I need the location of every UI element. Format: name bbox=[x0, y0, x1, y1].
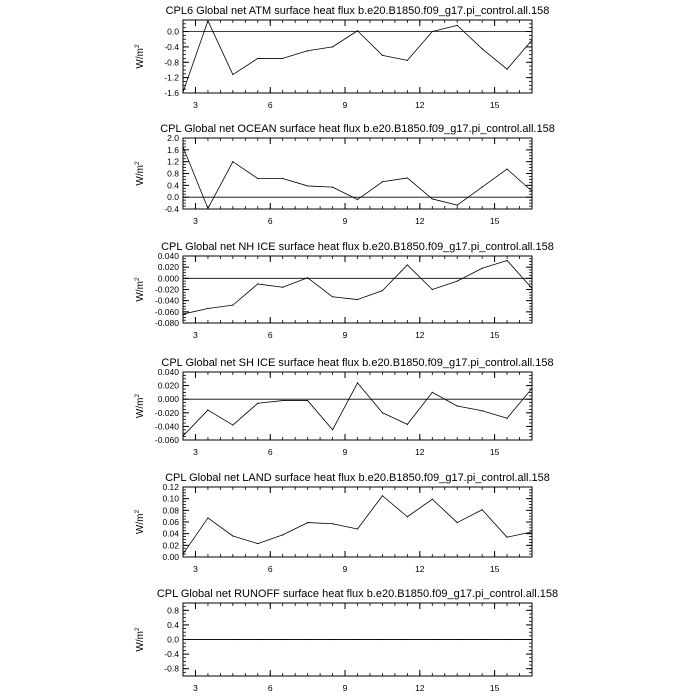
data-point bbox=[457, 205, 458, 206]
data-point bbox=[307, 50, 308, 51]
y-tick-label: 0.04 bbox=[162, 528, 179, 539]
chart-panel bbox=[134, 241, 554, 340]
data-point bbox=[232, 639, 233, 640]
data-point bbox=[282, 534, 283, 535]
data-point bbox=[232, 305, 233, 306]
y-tick-label: -0.4 bbox=[164, 649, 179, 660]
y-axis-label-unit: W/m bbox=[135, 631, 146, 652]
data-point bbox=[357, 199, 358, 200]
data-point bbox=[357, 528, 358, 529]
data-point bbox=[332, 187, 333, 188]
data-point bbox=[407, 424, 408, 425]
data-point bbox=[482, 187, 483, 188]
data-point bbox=[432, 639, 433, 640]
data-point bbox=[282, 400, 283, 401]
plot-frame bbox=[183, 138, 532, 209]
data-point bbox=[382, 495, 383, 496]
data-point bbox=[531, 388, 532, 389]
chart-title: CPL Global net LAND surface heat flux b.e20.B1850.f09_g17.pi_control.all.158 bbox=[165, 472, 550, 484]
x-tick-label: 3 bbox=[193, 100, 198, 110]
data-point bbox=[357, 30, 358, 31]
y-tick-label: -0.8 bbox=[164, 57, 179, 68]
series-line bbox=[183, 496, 532, 554]
data-point bbox=[357, 639, 358, 640]
x-tick-label: 6 bbox=[267, 683, 273, 693]
x-tick-label: 3 bbox=[193, 216, 198, 226]
x-tick-label: 12 bbox=[415, 330, 425, 340]
data-point bbox=[207, 20, 208, 21]
plot-frame bbox=[183, 372, 532, 440]
x-tick-label: 15 bbox=[489, 564, 500, 574]
x-tick-label: 6 bbox=[267, 100, 273, 110]
x-tick-label: 12 bbox=[415, 216, 425, 226]
data-point bbox=[307, 277, 308, 278]
y-tick-label: 0.4 bbox=[167, 619, 179, 630]
chart-title: CPL Global net RUNOFF surface heat flux b.e20.B1850.f09_g17.pi_control.all.158 bbox=[156, 588, 559, 600]
data-point bbox=[357, 382, 358, 383]
series-line bbox=[183, 383, 532, 436]
data-point bbox=[432, 198, 433, 199]
y-tick-label: -0.020 bbox=[154, 407, 179, 418]
data-point bbox=[182, 435, 183, 436]
y-axis-label-unit: W/m bbox=[135, 165, 146, 186]
data-point bbox=[332, 523, 333, 524]
data-point bbox=[407, 264, 408, 265]
x-tick-label: 6 bbox=[267, 564, 273, 574]
x-tick-label: 9 bbox=[342, 100, 348, 110]
y-tick-label: -0.040 bbox=[154, 295, 179, 306]
x-tick-label: 12 bbox=[415, 564, 425, 574]
y-axis-label-unit: W/m bbox=[135, 513, 146, 535]
data-point bbox=[531, 639, 532, 640]
x-tick-label: 12 bbox=[415, 100, 425, 110]
data-point bbox=[506, 69, 507, 70]
data-point bbox=[232, 74, 233, 75]
chart-title: CPL Global net OCEAN surface heat flux b.e20.B1850.f09_g17.pi_control.all.158 bbox=[160, 123, 555, 135]
data-point bbox=[432, 31, 433, 32]
y-tick-label: -0.060 bbox=[154, 435, 179, 445]
data-point bbox=[282, 58, 283, 59]
chart-panel bbox=[134, 472, 550, 574]
data-point bbox=[182, 146, 183, 147]
data-point bbox=[182, 553, 183, 554]
data-point bbox=[382, 181, 383, 182]
data-point bbox=[207, 409, 208, 410]
data-point bbox=[482, 410, 483, 411]
data-point bbox=[531, 288, 532, 289]
data-point bbox=[357, 299, 358, 300]
data-point bbox=[332, 46, 333, 47]
data-point bbox=[307, 522, 308, 523]
data-point bbox=[506, 639, 507, 640]
y-tick-label: 0.8 bbox=[167, 605, 179, 616]
data-point bbox=[207, 639, 208, 640]
y-tick-label: 1.6 bbox=[167, 144, 179, 155]
y-axis-label bbox=[134, 277, 146, 302]
y-axis-label-unit: W/m bbox=[135, 397, 146, 419]
data-point bbox=[506, 418, 507, 419]
data-point bbox=[432, 392, 433, 393]
x-tick-label: 9 bbox=[342, 330, 348, 340]
data-point bbox=[232, 535, 233, 536]
y-axis-label bbox=[134, 510, 146, 535]
x-tick-label: 3 bbox=[193, 330, 198, 340]
data-point bbox=[207, 208, 208, 209]
y-axis-label bbox=[134, 161, 146, 186]
data-point bbox=[182, 313, 183, 314]
data-point bbox=[457, 405, 458, 406]
x-tick-label: 6 bbox=[267, 447, 273, 457]
y-tick-label: -0.080 bbox=[154, 318, 179, 328]
y-tick-label: 2.0 bbox=[167, 133, 179, 143]
y-tick-label: 0.02 bbox=[162, 540, 179, 551]
data-point bbox=[257, 178, 258, 179]
data-point bbox=[531, 531, 532, 532]
data-point bbox=[407, 177, 408, 178]
data-point bbox=[382, 639, 383, 640]
data-point bbox=[257, 639, 258, 640]
data-point bbox=[506, 260, 507, 261]
x-tick-label: 15 bbox=[489, 447, 500, 457]
chart-title: CPL Global net SH ICE surface heat flux b.e20.B1850.f09_g17.pi_control.all.158 bbox=[161, 357, 554, 369]
data-point bbox=[307, 400, 308, 401]
data-point bbox=[232, 161, 233, 162]
data-point bbox=[457, 639, 458, 640]
y-tick-label: 0.00 bbox=[162, 552, 179, 562]
y-tick-label: 0.0 bbox=[167, 26, 179, 37]
y-axis-label-unit: W/m bbox=[135, 281, 146, 302]
data-point bbox=[332, 429, 333, 430]
data-point bbox=[382, 290, 383, 291]
x-tick-label: 9 bbox=[342, 564, 348, 574]
x-tick-label: 12 bbox=[415, 683, 425, 693]
y-axis-label-unit: W/m bbox=[135, 48, 146, 69]
data-point bbox=[457, 281, 458, 282]
y-tick-label: 0.4 bbox=[167, 180, 179, 191]
data-point bbox=[257, 283, 258, 284]
y-tick-label: 0.040 bbox=[157, 251, 179, 261]
chart-panel bbox=[134, 357, 554, 457]
data-point bbox=[506, 537, 507, 538]
y-axis-label-exponent: 2 bbox=[134, 44, 141, 49]
y-tick-label: 0.000 bbox=[157, 394, 179, 405]
data-point bbox=[482, 268, 483, 269]
x-tick-label: 3 bbox=[193, 447, 198, 457]
y-tick-label: -0.020 bbox=[154, 284, 179, 295]
data-point bbox=[382, 55, 383, 56]
data-point bbox=[257, 543, 258, 544]
chart-title: CPL Global net NH ICE surface heat flux b.e20.B1850.f09_g17.pi_control.all.158 bbox=[161, 241, 554, 253]
chart-panel bbox=[134, 123, 555, 226]
x-tick-label: 15 bbox=[489, 330, 500, 340]
y-axis-label bbox=[134, 394, 146, 419]
y-axis-label-exponent: 2 bbox=[134, 509, 141, 514]
y-axis-label-exponent: 2 bbox=[134, 277, 141, 282]
y-tick-label: -0.4 bbox=[164, 204, 179, 214]
y-axis-label-exponent: 2 bbox=[134, 627, 141, 632]
y-tick-label: 1.2 bbox=[167, 156, 179, 167]
y-tick-label: 0.020 bbox=[157, 380, 179, 391]
chart-panel bbox=[134, 588, 558, 693]
data-point bbox=[482, 509, 483, 510]
x-tick-label: 3 bbox=[193, 564, 198, 574]
y-axis-label-exponent: 2 bbox=[134, 393, 141, 398]
data-point bbox=[307, 639, 308, 640]
data-point bbox=[382, 412, 383, 413]
y-tick-label: 0.000 bbox=[157, 273, 179, 284]
y-axis-label bbox=[134, 627, 146, 652]
x-tick-label: 9 bbox=[342, 447, 348, 457]
y-tick-label: 0.0 bbox=[167, 192, 179, 203]
data-point bbox=[257, 403, 258, 404]
y-tick-label: 0.12 bbox=[162, 482, 179, 492]
data-point bbox=[432, 289, 433, 290]
y-tick-label: 0.08 bbox=[162, 505, 179, 516]
x-tick-label: 9 bbox=[342, 216, 348, 226]
data-point bbox=[407, 516, 408, 517]
y-tick-label: -0.040 bbox=[154, 421, 179, 432]
data-point bbox=[531, 39, 532, 40]
chart-title: CPL6 Global net ATM surface heat flux b.e20.B1850.f09_g17.pi_control.all.158 bbox=[165, 5, 550, 17]
data-point bbox=[407, 639, 408, 640]
y-axis-label-exponent: 2 bbox=[134, 161, 141, 166]
data-point bbox=[282, 287, 283, 288]
x-tick-label: 15 bbox=[489, 683, 500, 693]
y-tick-label: -0.4 bbox=[164, 41, 179, 52]
data-point bbox=[307, 185, 308, 186]
plot-frame bbox=[183, 256, 532, 323]
series-line bbox=[183, 260, 532, 314]
y-tick-label: 0.020 bbox=[157, 262, 179, 273]
data-point bbox=[482, 639, 483, 640]
data-point bbox=[282, 178, 283, 179]
data-point bbox=[257, 58, 258, 59]
x-tick-label: 12 bbox=[415, 447, 425, 457]
x-tick-label: 6 bbox=[267, 330, 273, 340]
x-tick-label: 15 bbox=[489, 216, 500, 226]
y-tick-label: 0.10 bbox=[162, 493, 179, 504]
data-point bbox=[432, 499, 433, 500]
y-tick-label: -0.8 bbox=[164, 663, 179, 674]
data-point bbox=[332, 639, 333, 640]
data-point bbox=[182, 639, 183, 640]
data-point bbox=[531, 191, 532, 192]
y-tick-label: -1.6 bbox=[164, 88, 179, 98]
y-tick-label: 0.8 bbox=[167, 168, 179, 179]
data-point bbox=[282, 639, 283, 640]
x-tick-label: 6 bbox=[267, 216, 273, 226]
chart-panel bbox=[134, 5, 549, 110]
data-point bbox=[457, 25, 458, 26]
y-tick-label: 0.040 bbox=[157, 367, 179, 377]
y-tick-label: -1.2 bbox=[164, 72, 179, 83]
y-tick-label: 0.0 bbox=[167, 634, 179, 645]
data-point bbox=[407, 60, 408, 61]
data-point bbox=[457, 522, 458, 523]
data-point bbox=[232, 424, 233, 425]
data-point bbox=[182, 92, 183, 93]
data-point bbox=[506, 168, 507, 169]
plot-frame bbox=[183, 487, 532, 557]
y-tick-label: -0.060 bbox=[154, 306, 179, 317]
data-point bbox=[207, 517, 208, 518]
y-axis-label bbox=[134, 44, 146, 69]
data-point bbox=[207, 308, 208, 309]
x-tick-label: 9 bbox=[342, 683, 348, 693]
data-point bbox=[482, 48, 483, 49]
data-point bbox=[332, 296, 333, 297]
x-tick-label: 3 bbox=[193, 683, 198, 693]
y-tick-label: 0.06 bbox=[162, 517, 179, 527]
x-tick-label: 15 bbox=[489, 100, 500, 110]
